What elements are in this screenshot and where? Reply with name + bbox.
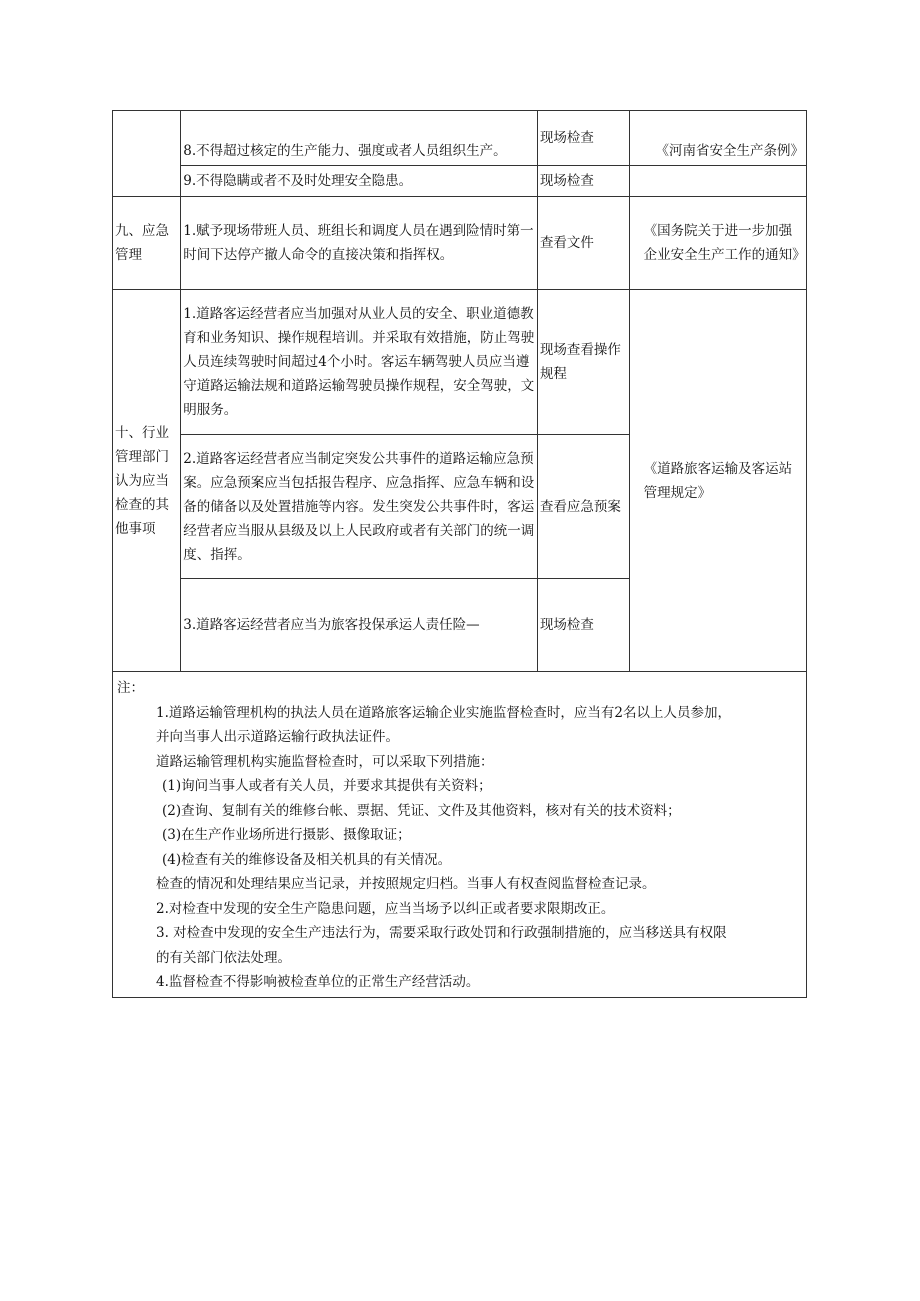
item-cell: 3.道路客运经营者应当为旅客投保承运人责任险— [181,579,538,672]
table-row [113,111,807,166]
note-1-measures-intro: 道路运输管理机构实施监督检查时，可以采取下列措施： [156,753,494,770]
basis-cell [629,166,806,197]
notes-row [113,672,807,998]
notes-cell [113,672,807,998]
item-cell: 9.不得隐瞒或者不及时处理安全隐患。 [181,166,538,197]
method-cell: 现场检查 [537,111,629,166]
basis-cell: 《国务院关于进一步加强企业安全生产工作的通知》 [629,197,806,290]
note-1-continued: 并向当事人出示道路运输行政执法证件。 [156,729,399,745]
measure-1: (1)询问当事人或者有关人员，并要求其提供有关资料； [162,778,492,794]
inspection-table [112,110,807,998]
category-cell-empty [113,111,181,197]
method-cell: 现场查看操作规程 [537,290,629,435]
note-3: 3. 对检查中发现的安全生产违法行为，需要采取行政处罚和行政强制措施的，应当移送具有权限 [156,925,727,941]
note-2: 2.对检查中发现的安全生产隐患问题，应当当场予以纠正或者要求限期改正。 [156,900,615,917]
item-cell: 1.道路客运经营者应当加强对从业人员的安全、职业道德教育和业务知识、操作规程培训。并采取有效措施，防止驾驶人员连续驾驶时间超过4个小时。客运车辆驾驶人员应当遵守道路运输法规和道路运输驾驶员操作规程，安全驾驶，文明服务。 [181,290,538,435]
measure-4: (4)检查有关的维修设备及相关机具的有关情况。 [162,851,452,868]
method-cell: 查看文件 [537,197,629,290]
note-1: 1.道路运输管理机构的执法人员在道路旅客运输企业实施监督检查时，应当有2名以上人员参加， [156,704,731,721]
method-cell: 查看应急预案 [537,435,629,579]
note-4: 4.监督检查不得影响被检查单位的正常生产经营活动。 [156,974,480,990]
item-cell: 1.赋予现场带班人员、班组长和调度人员在遇到险情时第一时间下达停产撤人命令的直接决策和指挥权。 [181,197,538,290]
method-cell: 现场检查 [537,579,629,672]
table-row [113,290,807,435]
category-cell: 十、行业管理部门认为应当检查的其他事项 [113,290,181,672]
notes-label: 注： [117,680,144,696]
table-row [113,166,807,197]
basis-cell: 《河南省安全生产条例》 [629,111,806,166]
basis-cell: 《道路旅客运输及客运站管理规定》 [629,290,806,672]
measure-3: (3)在生产作业场所进行摄影、摄像取证； [162,827,411,843]
note-1-records: 检查的情况和处理结果应当记录，并按照规定归档。当事人有权查阅监督检查记录。 [156,876,656,892]
table-row [113,197,807,290]
note-3-continued: 的有关部门依法处理。 [156,949,291,966]
method-cell: 现场检查 [537,166,629,197]
item-cell: 2.道路客运经营者应当制定突发公共事件的道路运输应急预案。应急预案应当包括报告程序、应急指挥、应急车辆和设备的储备以及处置措施等内容。发生突发公共事件时，客运经营者应当服从县级及以上人民政府或者有关部门的统一调度、指挥。 [181,435,538,579]
measure-2: (2)查询、复制有关的维修台帐、票据、凭证、文件及其他资料，核对有关的技术资料； [162,802,681,819]
item-cell: 8.不得超过核定的生产能力、强度或者人员组织生产。 [181,111,538,166]
category-cell: 九、应急管理 [113,197,181,290]
